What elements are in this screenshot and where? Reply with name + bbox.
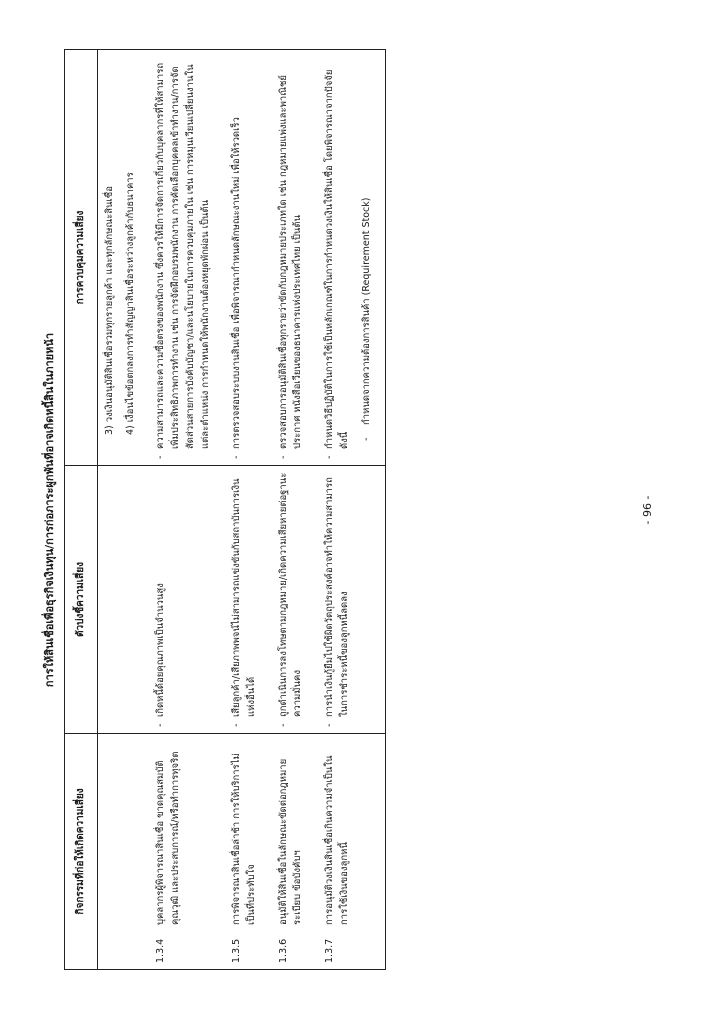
indicator-text: ถูกดำเนินการลงโทษตามกฎหมาย/เกิดความเสียหายต่อฐานะความมั่นคง bbox=[277, 472, 304, 717]
item-number: 1.3.5 bbox=[231, 938, 243, 963]
table-row bbox=[149, 50, 225, 970]
header-control: การควบคุมความเสี่ยง bbox=[65, 50, 98, 466]
activity-text: อนุมัติให้สินเชื่อในลักษณะขัดต่อกฎหมาย ระเบียบ ข้อบังคับฯ bbox=[277, 758, 304, 925]
control-text: การตรวจสอบระบบงานสินเชื่อ เพื่อพิจารณากำหนดลักษณะงานใหม่ เพื่อให้รวดเร็ว bbox=[231, 117, 243, 449]
cell-indicator: - เสียลูกค้า/เสียภาพพจน์ไม่สามารถแข่งขันกับสถาบันการเงินแห่งอื่นได้ bbox=[225, 466, 271, 734]
continued-control-3: 3) วงเงินอนุมัติสินเชื่อรวมทุกรายลูกค้า และทุกลักษณะสินเชื่อ bbox=[104, 186, 115, 435]
item-number: 1.3.7 bbox=[324, 938, 336, 963]
table-header-row bbox=[65, 50, 98, 970]
cell-activity bbox=[149, 734, 225, 970]
indicator-text: เกิดหนี้ด้อยคุณภาพเป็นจำนวนสูง bbox=[155, 583, 167, 717]
cell-indicator: - การนำเงินกู้ยืมไปใช้ผิดวัตถุประสงค์อาจทำให้ความสามารถในการชำระหนี้ของลูกหนี้ลดลง bbox=[318, 466, 386, 734]
item-number: 1.3.6 bbox=[277, 938, 289, 963]
cell-indicator: - ถูกดำเนินการลงโทษตามกฎหมาย/เกิดความเสียหายต่อฐานะความมั่นคง bbox=[272, 466, 318, 734]
page-number: - 96 - bbox=[641, 495, 654, 525]
control-text: ตรวจสอบการอนุมัติสินเชื่อทุกรายว่าขัดกับกฎหมายประเภทใด เช่น กฎหมายแพ่งและพาณิชย์ ประกาศ หนังสือเวียนของธนาคารแห่งประเทศไทย เป็นต้น bbox=[277, 74, 304, 449]
cell-indicator-continued bbox=[98, 466, 150, 734]
table-row bbox=[272, 50, 318, 970]
cell-activity bbox=[225, 734, 271, 970]
item-number: 1.3.4 bbox=[155, 938, 167, 963]
table-row-continued bbox=[98, 50, 150, 970]
cell-control: - กำหนดวิธีปฏิบัติในการใช้เป็นหลักเกณฑ์ในการกำหนดวงเงินให้สินเชื่อ โดยพิจารณาจากปัจจัย ดังนี้ - กำหนดจากความต้องการสินค้า (Requirement Stock) bbox=[318, 50, 386, 466]
cell-control-continued bbox=[98, 50, 150, 466]
cell-control: - การตรวจสอบระบบงานสินเชื่อ เพื่อพิจารณากำหนดลักษณะงานใหม่ เพื่อให้รวดเร็ว bbox=[225, 50, 271, 466]
activity-text: การพิจารณาสินเชื่อล่าช้า การให้บริการไม่เป็นที่ประทับใจ bbox=[231, 753, 258, 925]
control-text: ความสามารถและความซื่อตรงของพนักงาน ซึ่งควรให้มีการจัดการเกี่ยวกับบุคลากรที่ให้สามารถเพิ่มประสิทธิภาพการทำงาน เช่น การจัดฝึกอบรมพนักงาน การคัดเลือกบุคคลเข้าทำงาน/การจัดสัดส่วนสายการบังคับบัญชา/และนโยบายในการควบคุมภายใน เช่น การหมุนเวียนเปลี่ยนงานในแต่ละตำแหน่ง การกำหนดให้พนักงานต้องหยุดพักผ่อน เป็นต้น bbox=[155, 62, 211, 449]
indicator-text: เสียลูกค้า/เสียภาพพจน์ไม่สามารถแข่งขันกับสถาบันการเงินแห่งอื่นได้ bbox=[231, 478, 258, 717]
sub-control-text: กำหนดจากความต้องการสินค้า (Requirement Stock) bbox=[360, 197, 372, 425]
activity-text: บุคลากรผู้พิจารณาสินเชื่อ ขาดคุณสมบัติ คุณวุฒิ และประสบการณ์/หรือทำการทุจริต bbox=[155, 751, 182, 925]
rotated-content bbox=[38, 40, 658, 980]
cell-activity bbox=[318, 734, 386, 970]
document-title: การให้สินเชื่อเพื่อธุรกิจเงินทุน/การก่อภาระผูกพันที่อาจเกิดหนี้สินในภายหน้า bbox=[43, 332, 56, 688]
cell-control: - ตรวจสอบการอนุมัติสินเชื่อทุกรายว่าขัดกับกฎหมายประเภทใด เช่น กฎหมายแพ่งและพาณิชย์ ประกาศ หนังสือเวียนของธนาคารแห่งประเทศไทย เป็นต้น bbox=[272, 50, 318, 466]
cell-activity-continued bbox=[98, 734, 150, 970]
cell-indicator: - เกิดหนี้ด้อยคุณภาพเป็นจำนวนสูง bbox=[149, 466, 225, 734]
indicator-text: การนำเงินกู้ยืมไปใช้ผิดวัตถุประสงค์อาจทำให้ความสามารถในการชำระหนี้ของลูกหนี้ลดลง bbox=[324, 477, 350, 717]
cell-activity bbox=[272, 734, 318, 970]
activity-text: การอนุมัติวงเงินสินเชื่อเกินความจำเป็นในการใช้เงินของลูกหนี้ bbox=[324, 755, 350, 925]
header-activity: กิจกรรมที่ก่อให้เกิดความเสี่ยง bbox=[65, 734, 98, 970]
control-text: กำหนดวิธีปฏิบัติในการใช้เป็นหลักเกณฑ์ในการกำหนดวงเงินให้สินเชื่อ โดยพิจารณาจากปัจจัย ดังนี้ bbox=[324, 69, 350, 449]
risk-table bbox=[64, 49, 386, 970]
continued-control-4: 4) เงื่อนไขข้อตกลงการทำสัญญาสินเชื่อระหว่างลูกค้ากับธนาคาร bbox=[124, 172, 136, 435]
cell-control: - ความสามารถและความซื่อตรงของพนักงาน ซึ่งควรให้มีการจัดการเกี่ยวกับบุคลากรที่ให้สามารถเพิ่มประสิทธิภาพการทำงาน เช่น การจัดฝึกอบรมพนักงาน การคัดเลือกบุคคลเข้าทำงาน/การจัดสัดส่วนสายการบังคับบัญชา/และนโยบายในการควบคุมภายใน เช่น การหมุนเวียนเปลี่ยนงานในแต่ละตำแหน่ง การกำหนดให้พนักงานต้องหยุดพักผ่อน เป็นต้น bbox=[149, 50, 225, 466]
header-indicator: ตัวบ่งชี้ความเสี่ยง bbox=[65, 466, 98, 734]
table-row bbox=[318, 50, 386, 970]
table-row bbox=[225, 50, 271, 970]
